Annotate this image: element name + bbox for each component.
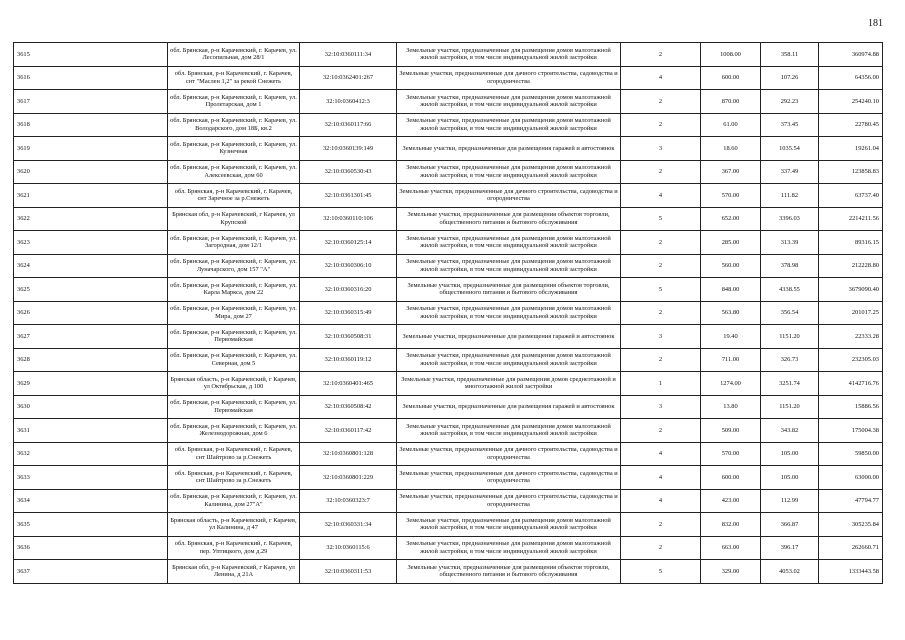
area-cell: 509.00 bbox=[701, 419, 761, 443]
land-use-cell: Земельные участки, предназначенные для размещения гаражей и автостоянок bbox=[397, 137, 621, 161]
row-number-cell: 3630 bbox=[14, 395, 168, 419]
row-number-cell: 3616 bbox=[14, 66, 168, 90]
area-cell: 711.00 bbox=[701, 348, 761, 372]
area-cell: 600.00 bbox=[701, 466, 761, 490]
row-number-cell: 3628 bbox=[14, 348, 168, 372]
use-group-cell: 2 bbox=[621, 536, 701, 560]
unit-value-cell: 356.54 bbox=[761, 301, 819, 325]
address-cell: обл. Брянская, р-н Карачевский, г. Карачев, ул. Северная, дом 5 bbox=[168, 348, 300, 372]
unit-value-cell: 343.82 bbox=[761, 419, 819, 443]
table-row bbox=[14, 301, 883, 325]
cadastral-number-cell: 32:10:0360316:20 bbox=[300, 278, 397, 302]
land-use-cell: Земельные участки, предназначенные для дачного строительства, садоводства и огородничества bbox=[397, 442, 621, 466]
land-use-cell: Земельные участки, предназначенные для размещения домов среднеэтажной и многоэтажной жилой застройки bbox=[397, 372, 621, 396]
address-cell: обл. Брянская, р-н Карачевский, г. Карачев, ул. Лесопильная, дом 28/1 bbox=[168, 43, 300, 67]
area-cell: 600.00 bbox=[701, 66, 761, 90]
table-row bbox=[14, 560, 883, 584]
area-cell: 570.00 bbox=[701, 442, 761, 466]
area-cell: 663.00 bbox=[701, 536, 761, 560]
land-use-cell: Земельные участки, предназначенные для размещения домов малоэтажной жилой застройки, в том числе индивидуальной жилой застройки bbox=[397, 419, 621, 443]
use-group-cell: 2 bbox=[621, 113, 701, 137]
row-number-cell: 3626 bbox=[14, 301, 168, 325]
address-cell: обл. Брянская, р-н Карачевский, г. Карачев, ул. Мира, дом 27 bbox=[168, 301, 300, 325]
cadastral-number-cell: 32:10:0360306:10 bbox=[300, 254, 397, 278]
cadastral-value-cell: 212228.80 bbox=[819, 254, 883, 278]
unit-value-cell: 4338.55 bbox=[761, 278, 819, 302]
land-use-cell: Земельные участки, предназначенные для размещения домов малоэтажной жилой застройки, в том числе индивидуальной жилой застройки bbox=[397, 43, 621, 67]
table-row bbox=[14, 278, 883, 302]
cadastral-number-cell: 32:10:0360508:31 bbox=[300, 325, 397, 349]
use-group-cell: 2 bbox=[621, 348, 701, 372]
cadastral-value-cell: 262660.71 bbox=[819, 536, 883, 560]
unit-value-cell: 112.99 bbox=[761, 489, 819, 513]
row-number-cell: 3625 bbox=[14, 278, 168, 302]
address-cell: обл. Брянская, р-н Карачевский, г. Карачев, ул. Первомайская bbox=[168, 325, 300, 349]
unit-value-cell: 1151.20 bbox=[761, 325, 819, 349]
use-group-cell: 2 bbox=[621, 90, 701, 114]
address-cell: обл. Брянская, р-н Карачевский, г. Карачев, ул. Пролетарская, дом 1 bbox=[168, 90, 300, 114]
table-row bbox=[14, 137, 883, 161]
table-row bbox=[14, 395, 883, 419]
cadastral-value-table bbox=[13, 42, 883, 584]
cadastral-value-cell: 19261.04 bbox=[819, 137, 883, 161]
address-cell: обл. Брянская, р-н Карачевский, г. Карачев, снт Шайтрово за р.Снежеть bbox=[168, 466, 300, 490]
cadastral-value-cell: 1333443.58 bbox=[819, 560, 883, 584]
address-cell: Брянская область, р-н Карачевский, г Карачев, ул Калинина, д 47 bbox=[168, 513, 300, 537]
cadastral-number-cell: 32:10:0360315:49 bbox=[300, 301, 397, 325]
row-number-cell: 3617 bbox=[14, 90, 168, 114]
area-cell: 848.00 bbox=[701, 278, 761, 302]
address-cell: обл. Брянская, р-н Карачевский, г. Карачев, ул. Загородная, дом 12/1 bbox=[168, 231, 300, 255]
row-number-cell: 3615 bbox=[14, 43, 168, 67]
area-cell: 61.00 bbox=[701, 113, 761, 137]
table-row bbox=[14, 513, 883, 537]
use-group-cell: 2 bbox=[621, 160, 701, 184]
unit-value-cell: 337.49 bbox=[761, 160, 819, 184]
use-group-cell: 5 bbox=[621, 207, 701, 231]
land-use-cell: Земельные участки, предназначенные для размещения домов малоэтажной жилой застройки, в том числе индивидуальной жилой застройки bbox=[397, 231, 621, 255]
row-number-cell: 3629 bbox=[14, 372, 168, 396]
area-cell: 367.00 bbox=[701, 160, 761, 184]
row-number-cell: 3627 bbox=[14, 325, 168, 349]
address-cell: обл. Брянская, р-н Карачевский, г. Карачев, снт Шайтрово за р.Снежеть bbox=[168, 442, 300, 466]
cadastral-number-cell: 32:10:0360801:229 bbox=[300, 466, 397, 490]
address-cell: обл. Брянская, р-н Карачевский, г. Карачев, ул. Луначарского, дом 157 "А" bbox=[168, 254, 300, 278]
cadastral-number-cell: 32:10:0360117:66 bbox=[300, 113, 397, 137]
table-row bbox=[14, 160, 883, 184]
use-group-cell: 4 bbox=[621, 466, 701, 490]
row-number-cell: 3631 bbox=[14, 419, 168, 443]
cadastral-number-cell: 32:10:0360125:14 bbox=[300, 231, 397, 255]
row-number-cell: 3621 bbox=[14, 184, 168, 208]
table-row bbox=[14, 231, 883, 255]
cadastral-number-cell: 32:10:0361301:45 bbox=[300, 184, 397, 208]
use-group-cell: 3 bbox=[621, 395, 701, 419]
cadastral-number-cell: 32:10:0360323:7 bbox=[300, 489, 397, 513]
cadastral-value-cell: 15886.56 bbox=[819, 395, 883, 419]
unit-value-cell: 107.26 bbox=[761, 66, 819, 90]
cadastral-value-cell: 22780.45 bbox=[819, 113, 883, 137]
area-cell: 19.40 bbox=[701, 325, 761, 349]
area-cell: 563.80 bbox=[701, 301, 761, 325]
cadastral-number-cell: 32:10:0360139:149 bbox=[300, 137, 397, 161]
land-use-cell: Земельные участки, предназначенные для размещения домов малоэтажной жилой застройки, в том числе индивидуальной жилой застройки bbox=[397, 513, 621, 537]
address-cell: обл. Брянская, р-н Карачевский, г. Карачев, ул. Володарского, дом 18Б, кв.2 bbox=[168, 113, 300, 137]
cadastral-value-cell: 254240.10 bbox=[819, 90, 883, 114]
address-cell: обл. Брянская, р-н Карачевский, г. Карачев, ул. Калинина, дом 27"А" bbox=[168, 489, 300, 513]
use-group-cell: 2 bbox=[621, 43, 701, 67]
cadastral-number-cell: 32:10:0360508:42 bbox=[300, 395, 397, 419]
unit-value-cell: 4053.02 bbox=[761, 560, 819, 584]
address-cell: обл. Брянская, р-н Карачевский, г. Карачев, ул. Железнодорожная, дом 6 bbox=[168, 419, 300, 443]
cadastral-number-cell: 32:10:0360401:465 bbox=[300, 372, 397, 396]
row-number-cell: 3636 bbox=[14, 536, 168, 560]
unit-value-cell: 3396.03 bbox=[761, 207, 819, 231]
row-number-cell: 3620 bbox=[14, 160, 168, 184]
table-row bbox=[14, 90, 883, 114]
cadastral-number-cell: 32:10:0360331:34 bbox=[300, 513, 397, 537]
area-cell: 570.00 bbox=[701, 184, 761, 208]
unit-value-cell: 292.23 bbox=[761, 90, 819, 114]
table-row bbox=[14, 372, 883, 396]
cadastral-number-cell: 32:10:0360530:43 bbox=[300, 160, 397, 184]
cadastral-number-cell: 32:10:0360119:12 bbox=[300, 348, 397, 372]
cadastral-value-cell: 201017.25 bbox=[819, 301, 883, 325]
land-use-cell: Земельные участки, предназначенные для дачного строительства, садоводства и огородничества bbox=[397, 489, 621, 513]
cadastral-value-cell: 63737.40 bbox=[819, 184, 883, 208]
address-cell: обл. Брянская, р-н Карачевский, г. Карачев, снт "Маслен 1,2" за рекой Снежеть bbox=[168, 66, 300, 90]
unit-value-cell: 366.87 bbox=[761, 513, 819, 537]
table-row bbox=[14, 184, 883, 208]
cadastral-number-cell: 32:10:0360110:106 bbox=[300, 207, 397, 231]
table-row bbox=[14, 466, 883, 490]
area-cell: 832.00 bbox=[701, 513, 761, 537]
address-cell: обл. Брянская, р-н Карачевский, г. Карачев, ул. Алексеевская, дом 60 bbox=[168, 160, 300, 184]
table-row bbox=[14, 254, 883, 278]
use-group-cell: 4 bbox=[621, 489, 701, 513]
use-group-cell: 2 bbox=[621, 301, 701, 325]
use-group-cell: 5 bbox=[621, 278, 701, 302]
cadastral-value-cell: 2214211.56 bbox=[819, 207, 883, 231]
cadastral-value-cell: 89316.15 bbox=[819, 231, 883, 255]
unit-value-cell: 358.11 bbox=[761, 43, 819, 67]
table-row bbox=[14, 113, 883, 137]
cadastral-value-cell: 22333.28 bbox=[819, 325, 883, 349]
cadastral-value-cell: 123858.83 bbox=[819, 160, 883, 184]
address-cell: обл. Брянская, р-н Карачевский, г. Карачев, снт Заречное за р.Снежеть bbox=[168, 184, 300, 208]
row-number-cell: 3619 bbox=[14, 137, 168, 161]
cadastral-value-cell: 360974.88 bbox=[819, 43, 883, 67]
row-number-cell: 3622 bbox=[14, 207, 168, 231]
cadastral-value-cell: 63000.00 bbox=[819, 466, 883, 490]
cadastral-number-cell: 32:10:0360801:128 bbox=[300, 442, 397, 466]
land-use-cell: Земельные участки, предназначенные для размещения объектов торговли, общественного питания и бытового обслуживания bbox=[397, 278, 621, 302]
use-group-cell: 2 bbox=[621, 254, 701, 278]
cadastral-number-cell: 32:10:0360412:3 bbox=[300, 90, 397, 114]
land-use-cell: Земельные участки, предназначенные для размещения объектов торговли, общественного питания и бытового обслуживания bbox=[397, 207, 621, 231]
cadastral-number-cell: 32:10:0360117:42 bbox=[300, 419, 397, 443]
cadastral-value-cell: 59850.00 bbox=[819, 442, 883, 466]
use-group-cell: 3 bbox=[621, 137, 701, 161]
use-group-cell: 4 bbox=[621, 442, 701, 466]
table-row bbox=[14, 207, 883, 231]
cadastral-value-cell: 232305.03 bbox=[819, 348, 883, 372]
cadastral-value-cell: 175004.38 bbox=[819, 419, 883, 443]
row-number-cell: 3637 bbox=[14, 560, 168, 584]
area-cell: 13.80 bbox=[701, 395, 761, 419]
use-group-cell: 3 bbox=[621, 325, 701, 349]
use-group-cell: 2 bbox=[621, 513, 701, 537]
row-number-cell: 3623 bbox=[14, 231, 168, 255]
row-number-cell: 3635 bbox=[14, 513, 168, 537]
land-use-cell: Земельные участки, предназначенные для размещения домов малоэтажной жилой застройки, в том числе индивидуальной жилой застройки bbox=[397, 113, 621, 137]
address-cell: обл. Брянская, р-н Карачевский, г. Карачев, пер. Уптицкого, дом д.29 bbox=[168, 536, 300, 560]
cadastral-value-cell: 4142716.76 bbox=[819, 372, 883, 396]
row-number-cell: 3618 bbox=[14, 113, 168, 137]
land-use-cell: Земельные участки, предназначенные для размещения домов малоэтажной жилой застройки, в том числе индивидуальной жилой застройки bbox=[397, 348, 621, 372]
land-use-cell: Земельные участки, предназначенные для размещения домов малоэтажной жилой застройки, в том числе индивидуальной жилой застройки bbox=[397, 254, 621, 278]
area-cell: 423.00 bbox=[701, 489, 761, 513]
table-row bbox=[14, 43, 883, 67]
table-row bbox=[14, 489, 883, 513]
use-group-cell: 4 bbox=[621, 184, 701, 208]
cadastral-value-cell: 305235.84 bbox=[819, 513, 883, 537]
table-row bbox=[14, 442, 883, 466]
table-row bbox=[14, 536, 883, 560]
row-number-cell: 3624 bbox=[14, 254, 168, 278]
land-use-cell: Земельные участки, предназначенные для размещения домов малоэтажной жилой застройки, в том числе индивидуальной жилой застройки bbox=[397, 301, 621, 325]
row-number-cell: 3633 bbox=[14, 466, 168, 490]
cadastral-value-cell: 64356.00 bbox=[819, 66, 883, 90]
table-row bbox=[14, 325, 883, 349]
use-group-cell: 4 bbox=[621, 66, 701, 90]
unit-value-cell: 3251.74 bbox=[761, 372, 819, 396]
land-use-cell: Земельные участки, предназначенные для размещения гаражей и автостоянок bbox=[397, 395, 621, 419]
area-cell: 870.00 bbox=[701, 90, 761, 114]
row-number-cell: 3634 bbox=[14, 489, 168, 513]
land-use-cell: Земельные участки, предназначенные для размещения объектов торговли, общественного питания и бытового обслуживания bbox=[397, 560, 621, 584]
address-cell: Брянская область, р-н Карачевский, г Карачев, ул Октябрьская, д 100 bbox=[168, 372, 300, 396]
area-cell: 329.00 bbox=[701, 560, 761, 584]
unit-value-cell: 313.39 bbox=[761, 231, 819, 255]
land-use-cell: Земельные участки, предназначенные для размещения гаражей и автостоянок bbox=[397, 325, 621, 349]
area-cell: 652.00 bbox=[701, 207, 761, 231]
unit-value-cell: 378.98 bbox=[761, 254, 819, 278]
unit-value-cell: 373.45 bbox=[761, 113, 819, 137]
land-use-cell: Земельные участки, предназначенные для дачного строительства, садоводства и огородничества bbox=[397, 66, 621, 90]
use-group-cell: 2 bbox=[621, 231, 701, 255]
table-row bbox=[14, 419, 883, 443]
unit-value-cell: 105.00 bbox=[761, 466, 819, 490]
unit-value-cell: 1151.20 bbox=[761, 395, 819, 419]
unit-value-cell: 326.73 bbox=[761, 348, 819, 372]
unit-value-cell: 1035.54 bbox=[761, 137, 819, 161]
use-group-cell: 2 bbox=[621, 419, 701, 443]
land-use-cell: Земельные участки, предназначенные для размещения домов малоэтажной жилой застройки, в том числе индивидуальной жилой застройки bbox=[397, 90, 621, 114]
address-cell: обл. Брянская, р-н Карачевский, г. Карачев, ул. Первомайская bbox=[168, 395, 300, 419]
unit-value-cell: 111.82 bbox=[761, 184, 819, 208]
land-use-cell: Земельные участки, предназначенные для дачного строительства, садоводства и огородничества bbox=[397, 466, 621, 490]
area-cell: 285.00 bbox=[701, 231, 761, 255]
unit-value-cell: 396.17 bbox=[761, 536, 819, 560]
cadastral-number-cell: 32:10:0360111:34 bbox=[300, 43, 397, 67]
cadastral-value-cell: 3679090.40 bbox=[819, 278, 883, 302]
land-use-cell: Земельные участки, предназначенные для дачного строительства, садоводства и огородничества bbox=[397, 184, 621, 208]
page-number: 181 bbox=[868, 18, 883, 29]
area-cell: 1274.00 bbox=[701, 372, 761, 396]
unit-value-cell: 105.00 bbox=[761, 442, 819, 466]
row-number-cell: 3632 bbox=[14, 442, 168, 466]
cadastral-number-cell: 32:10:0360311:53 bbox=[300, 560, 397, 584]
land-use-cell: Земельные участки, предназначенные для размещения домов малоэтажной жилой застройки, в том числе индивидуальной жилой застройки bbox=[397, 536, 621, 560]
area-cell: 18.60 bbox=[701, 137, 761, 161]
table-row bbox=[14, 66, 883, 90]
area-cell: 1008.00 bbox=[701, 43, 761, 67]
address-cell: Брянская обл, р-н Карачевский, г Карачев, ул Ленина, д 21А bbox=[168, 560, 300, 584]
address-cell: обл. Брянская, р-н Карачевский, г. Карачев, ул. Карла Маркса, дом 22 bbox=[168, 278, 300, 302]
cadastral-number-cell: 32:10:0360115:6 bbox=[300, 536, 397, 560]
cadastral-value-cell: 47794.77 bbox=[819, 489, 883, 513]
use-group-cell: 1 bbox=[621, 372, 701, 396]
address-cell: обл. Брянская, р-н Карачевский, г. Карачев, ул. Кузнечная bbox=[168, 137, 300, 161]
address-cell: Брянская обл, р-н Карачевский, г Карачев, ул Крупской bbox=[168, 207, 300, 231]
cadastral-number-cell: 32:10:0362401:267 bbox=[300, 66, 397, 90]
land-use-cell: Земельные участки, предназначенные для размещения домов малоэтажной жилой застройки, в том числе индивидуальной жилой застройки bbox=[397, 160, 621, 184]
area-cell: 560.00 bbox=[701, 254, 761, 278]
table-row bbox=[14, 348, 883, 372]
use-group-cell: 5 bbox=[621, 560, 701, 584]
